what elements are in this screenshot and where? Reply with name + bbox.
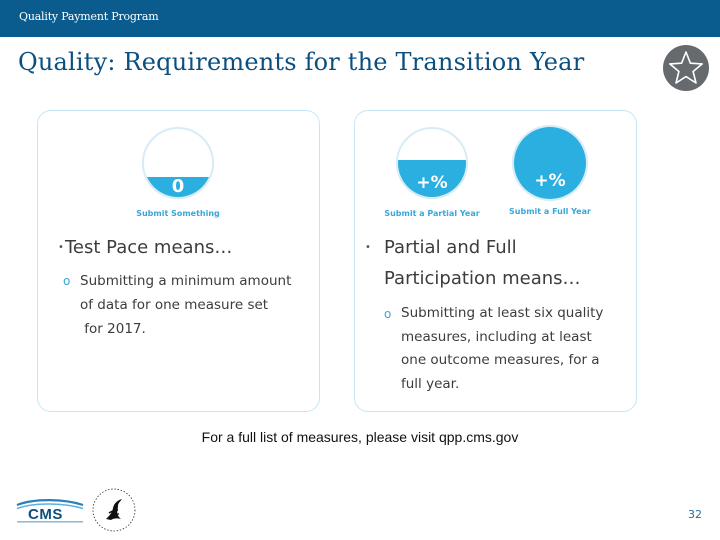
header-bar bbox=[0, 0, 720, 37]
sub-bullet-line: of data for one measure set bbox=[80, 297, 269, 313]
gauge-value: +% bbox=[416, 173, 448, 193]
cms-logo bbox=[15, 499, 85, 525]
slide-title: Quality: Requirements for the Transition Year bbox=[18, 48, 585, 76]
footer-note: For a full list of measures, please visit qpp.cms.gov bbox=[201, 429, 519, 445]
sub-bullet-marker: o bbox=[384, 307, 392, 321]
gauge-value: 0 bbox=[171, 176, 185, 197]
bullet-marker: • bbox=[365, 242, 371, 253]
sub-bullet-line: one outcome measures, for a bbox=[401, 352, 600, 368]
sub-bullet-line: Submitting a minimum amount bbox=[80, 273, 292, 289]
full-year-gauge bbox=[512, 125, 588, 201]
gauge-caption: Submit a Partial Year bbox=[384, 209, 480, 218]
page-number: 32 bbox=[688, 508, 702, 521]
sub-bullet-line: full year. bbox=[401, 376, 460, 392]
sub-bullet-line: Submitting at least six quality bbox=[401, 305, 604, 321]
gauge-caption: Submit a Full Year bbox=[509, 207, 591, 216]
hhs-seal-icon bbox=[91, 487, 137, 533]
bullet-marker: • bbox=[58, 242, 64, 253]
sub-bullet-line: measures, including at least bbox=[401, 329, 592, 345]
sub-bullet-marker: o bbox=[63, 274, 71, 288]
star-icon bbox=[663, 45, 709, 91]
bullet-line: Participation means… bbox=[384, 268, 581, 289]
sub-bullet-line: for 2017. bbox=[80, 321, 146, 337]
cms-logo-text: CMS bbox=[28, 506, 63, 523]
test-pace-panel bbox=[37, 110, 320, 412]
gauge-value: +% bbox=[534, 171, 566, 191]
participation-panel bbox=[354, 110, 637, 412]
partial-year-gauge bbox=[396, 127, 468, 199]
bullet-text: Test Pace means… bbox=[65, 237, 233, 258]
gauge-caption: Submit Something bbox=[136, 209, 220, 218]
bullet-line: Partial and Full bbox=[384, 237, 517, 258]
submit-something-gauge bbox=[142, 127, 214, 199]
program-name: Quality Payment Program bbox=[19, 10, 159, 23]
